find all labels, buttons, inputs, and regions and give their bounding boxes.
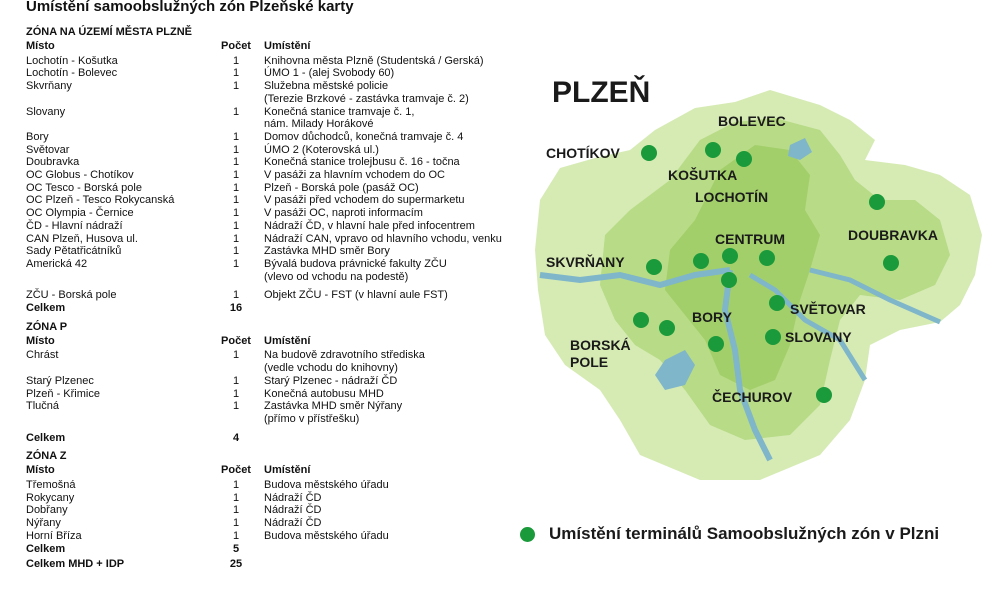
place-cell: OC Globus - Chotíkov xyxy=(26,169,134,182)
table-row xyxy=(26,182,526,195)
table-row xyxy=(26,388,526,401)
location-cell xyxy=(264,80,526,105)
column-header: Umístění xyxy=(264,464,311,477)
terminal-marker[interactable] xyxy=(759,250,775,266)
location-line: Konečná stanice trolejbusu č. 16 - točna xyxy=(264,156,460,169)
place-cell: OC Plzeň - Tesco Rokycanská xyxy=(26,194,175,207)
total-value: 4 xyxy=(232,431,240,444)
map-label-bolevec: BOLEVEC xyxy=(718,113,786,129)
terminal-marker[interactable] xyxy=(721,272,737,288)
location-line: Nádraží ČD, v hlavní hale před infocentrem xyxy=(264,219,475,232)
total-row xyxy=(26,302,526,315)
column-header: Místo xyxy=(26,40,55,52)
location-line: ÚMO 2 (Koterovská ul.) xyxy=(264,143,379,156)
terminal-marker[interactable] xyxy=(693,253,709,269)
table-row xyxy=(26,55,526,68)
location-cell xyxy=(264,388,526,401)
location-line: Nádraží ČD xyxy=(264,504,322,517)
place-cell: Tlučná xyxy=(26,400,60,413)
table-header-row xyxy=(26,464,526,479)
map-label-bory: BORY xyxy=(692,309,732,325)
map-legend xyxy=(520,524,939,544)
zone-heading: ZÓNA NA ÚZEMÍ MĚSTA PLZNĚ xyxy=(26,26,193,38)
total-label: Celkem xyxy=(26,302,66,315)
place-cell: ČD - Hlavní nádraží xyxy=(26,219,123,232)
column-header: Umístění xyxy=(264,334,311,347)
legend-marker-icon xyxy=(520,527,535,542)
zone-section xyxy=(26,26,526,321)
place-cell: Sady Pětatřicátníků xyxy=(26,245,122,258)
count-cell: 1 xyxy=(232,169,240,182)
location-line: Na budově zdravotního střediska xyxy=(264,349,425,362)
location-line: Domov důchodců, konečná tramvaje č. 4 xyxy=(264,130,464,143)
place-cell: OC Olympia - Černice xyxy=(26,207,134,220)
location-cell xyxy=(264,194,526,207)
place-cell: Starý Plzenec xyxy=(26,374,94,387)
location-line: Budova městského úřadu xyxy=(264,479,389,492)
location-cell xyxy=(264,144,526,157)
column-header: Počet xyxy=(221,40,251,52)
table-row xyxy=(26,245,526,258)
map-label-doubravka: DOUBRAVKA xyxy=(848,227,938,243)
place-cell: Lochotín - Košutka xyxy=(26,54,118,67)
table-row xyxy=(26,144,526,157)
terminal-marker[interactable] xyxy=(646,259,662,275)
table-header-row xyxy=(26,40,526,55)
count-cell: 1 xyxy=(232,504,240,517)
map-label-kosutka: KOŠUTKA xyxy=(668,167,738,183)
count-cell: 1 xyxy=(232,245,240,258)
total-value: 16 xyxy=(229,302,243,315)
location-cell xyxy=(264,131,526,144)
location-line: Objekt ZČU - FST (v hlavní aule FST) xyxy=(264,289,448,302)
location-cell xyxy=(264,349,526,374)
table-row xyxy=(26,479,526,492)
terminal-marker[interactable] xyxy=(816,387,832,403)
location-cell xyxy=(264,375,526,388)
location-line: Služebna městské policie xyxy=(264,80,389,93)
location-line: Zastávka MHD směr Nýřany xyxy=(264,400,403,413)
terminal-marker[interactable] xyxy=(765,329,781,345)
location-cell xyxy=(264,504,526,517)
location-line: Nádraží ČD xyxy=(264,517,322,530)
total-label: Celkem xyxy=(26,431,66,444)
location-line: Konečná autobusu MHD xyxy=(264,387,384,400)
location-cell xyxy=(264,67,526,80)
place-cell: Chrást xyxy=(26,349,59,362)
column-header: Umístění xyxy=(264,40,311,52)
location-cell xyxy=(264,289,526,302)
terminal-marker[interactable] xyxy=(769,295,785,311)
table-row xyxy=(26,400,526,425)
location-line: Knihovna města Plzně (Studentská / Gerská) xyxy=(264,54,484,67)
location-cell xyxy=(264,479,526,492)
count-cell: 1 xyxy=(232,289,240,302)
location-cell xyxy=(264,207,526,220)
place-cell: Americká 42 xyxy=(26,257,88,270)
table-row xyxy=(26,233,526,246)
table-row xyxy=(26,131,526,144)
count-cell: 1 xyxy=(232,517,240,530)
map-label-svetovar: SVĚTOVAR xyxy=(790,301,866,317)
table-row xyxy=(26,220,526,233)
place-cell: Horní Bříza xyxy=(26,529,82,542)
zone-heading: ZÓNA Z xyxy=(26,450,67,463)
total-value: 5 xyxy=(232,542,240,555)
map-label-centrum: CENTRUM xyxy=(715,231,785,247)
count-cell: 1 xyxy=(232,105,240,118)
map-label-lochotin: LOCHOTÍN xyxy=(695,189,769,205)
count-cell: 1 xyxy=(232,491,240,504)
terminal-marker[interactable] xyxy=(705,142,721,158)
place-cell: Doubravka xyxy=(26,156,80,169)
location-cell xyxy=(264,245,526,258)
zone-section xyxy=(26,321,526,451)
table-row xyxy=(26,517,526,530)
table-row xyxy=(26,67,526,80)
place-cell: Světovar xyxy=(26,143,70,156)
total-row xyxy=(26,432,526,445)
location-line: V pasáži za hlavním vchodem do OC xyxy=(264,169,445,182)
table-row xyxy=(26,106,526,131)
count-cell: 1 xyxy=(232,207,240,220)
place-cell: ZČU - Borská pole xyxy=(26,289,117,302)
map-city-label: PLZEŇ xyxy=(552,76,651,109)
plzen-map xyxy=(520,60,990,500)
count-cell: 1 xyxy=(232,529,240,542)
location-line: ÚMO 1 - (alej Svobody 60) xyxy=(264,67,395,80)
table-row xyxy=(26,492,526,505)
count-cell: 1 xyxy=(232,232,240,245)
table-row xyxy=(26,504,526,517)
place-cell: Lochotín - Bolevec xyxy=(26,67,118,80)
location-line: Nádraží CAN, vpravo od hlavního vchodu, venku xyxy=(264,232,502,245)
terminal-marker[interactable] xyxy=(736,151,752,167)
location-line: Starý Plzenec - nádraží ČD xyxy=(264,374,398,387)
column-header: Místo xyxy=(26,334,55,347)
column-header: Počet xyxy=(221,334,251,347)
map-label-chotikov: CHOTÍKOV xyxy=(546,145,620,161)
location-line: nám. Milady Horákové xyxy=(264,118,374,131)
location-line: Nádraží ČD xyxy=(264,491,322,504)
grand-total-row xyxy=(26,558,526,571)
count-cell: 1 xyxy=(232,479,240,492)
location-cell xyxy=(264,55,526,68)
location-cell xyxy=(264,156,526,169)
count-cell: 1 xyxy=(232,374,240,387)
location-cell xyxy=(264,169,526,182)
place-cell: OC Tesco - Borská pole xyxy=(26,181,142,194)
total-row xyxy=(26,543,526,556)
zone-heading: ZÓNA P xyxy=(26,320,68,333)
place-cell: Bory xyxy=(26,130,49,143)
location-cell xyxy=(264,492,526,505)
place-cell: CAN Plzeň, Husova ul. xyxy=(26,232,138,245)
table-row xyxy=(26,194,526,207)
terminal-marker[interactable] xyxy=(883,255,899,271)
map-label-skvrnany: SKVRŇANY xyxy=(546,254,625,270)
location-cell xyxy=(264,233,526,246)
count-cell: 1 xyxy=(232,400,240,413)
table-header-row xyxy=(26,335,526,350)
terminal-marker[interactable] xyxy=(869,194,885,210)
terminal-marker[interactable] xyxy=(659,320,675,336)
count-cell: 1 xyxy=(232,156,240,169)
column-header: Počet xyxy=(221,464,251,477)
location-line: (přímo v přístřešku) xyxy=(264,412,360,425)
table-row xyxy=(26,169,526,182)
location-line: V pasáži před vchodem do supermarketu xyxy=(264,194,465,207)
terminal-marker[interactable] xyxy=(641,145,657,161)
count-cell: 1 xyxy=(232,130,240,143)
place-cell: Nýřany xyxy=(26,517,61,530)
table-row xyxy=(26,80,526,105)
location-line: (vlevo od vchodu na podestě) xyxy=(264,270,409,283)
location-line: Bývalá budova právnické fakulty ZČU xyxy=(264,257,447,270)
location-cell xyxy=(264,182,526,195)
location-line: V pasáži OC, naproti informacím xyxy=(264,207,423,220)
count-cell: 1 xyxy=(232,349,240,362)
total-label: Celkem xyxy=(26,542,66,555)
terminal-marker[interactable] xyxy=(722,248,738,264)
location-line: Konečná stanice tramvaje č. 1, xyxy=(264,105,415,118)
location-cell xyxy=(264,530,526,543)
place-cell: Slovany xyxy=(26,105,66,118)
count-cell: 1 xyxy=(232,257,240,270)
location-line: (Terezie Brzkové - zastávka tramvaje č. 2) xyxy=(264,92,469,105)
table-row xyxy=(26,258,526,283)
count-cell: 1 xyxy=(232,67,240,80)
table-row xyxy=(26,289,526,302)
place-cell: Dobřany xyxy=(26,504,68,517)
zone-section xyxy=(26,450,526,558)
map-label-slovany: SLOVANY xyxy=(785,329,852,345)
table-row xyxy=(26,156,526,169)
place-cell: Rokycany xyxy=(26,491,75,504)
location-cell xyxy=(264,400,526,425)
count-cell: 1 xyxy=(232,54,240,67)
place-cell: Třemošná xyxy=(26,479,76,492)
location-cell xyxy=(264,106,526,131)
place-cell: Plzeň - Křimice xyxy=(26,387,100,400)
place-cell: Skvrňany xyxy=(26,80,72,93)
count-cell: 1 xyxy=(232,219,240,232)
location-line: Budova městského úřadu xyxy=(264,529,389,542)
terminal-marker[interactable] xyxy=(633,312,649,328)
zones-tables xyxy=(26,26,526,571)
count-cell: 1 xyxy=(232,387,240,400)
location-line: Plzeň - Borská pole (pasáž OC) xyxy=(264,181,419,194)
location-cell xyxy=(264,517,526,530)
table-row xyxy=(26,375,526,388)
table-row xyxy=(26,530,526,543)
location-cell xyxy=(264,258,526,283)
location-line: Zastávka MHD směr Bory xyxy=(264,245,390,258)
terminal-marker[interactable] xyxy=(708,336,724,352)
legend-text: Umístění terminálů Samoobslužných zón v Plzni xyxy=(549,524,940,543)
count-cell: 1 xyxy=(232,143,240,156)
grand-total-label: Celkem MHD + IDP xyxy=(26,558,125,571)
table-row xyxy=(26,207,526,220)
map-label-cechurov: ČECHUROV xyxy=(712,389,793,405)
map-label-borska: BORSKÁ xyxy=(570,337,631,353)
page-title: Umístění samoobslužných zón Plzeňské karty xyxy=(26,0,354,15)
column-header: Místo xyxy=(26,464,55,477)
grand-total-value: 25 xyxy=(229,558,243,571)
count-cell: 1 xyxy=(232,181,240,194)
count-cell: 1 xyxy=(232,194,240,207)
location-cell xyxy=(264,220,526,233)
count-cell: 1 xyxy=(232,80,240,93)
map-label-pole: POLE xyxy=(570,354,609,370)
table-row xyxy=(26,349,526,374)
location-line: (vedle vchodu do knihovny) xyxy=(264,362,398,375)
